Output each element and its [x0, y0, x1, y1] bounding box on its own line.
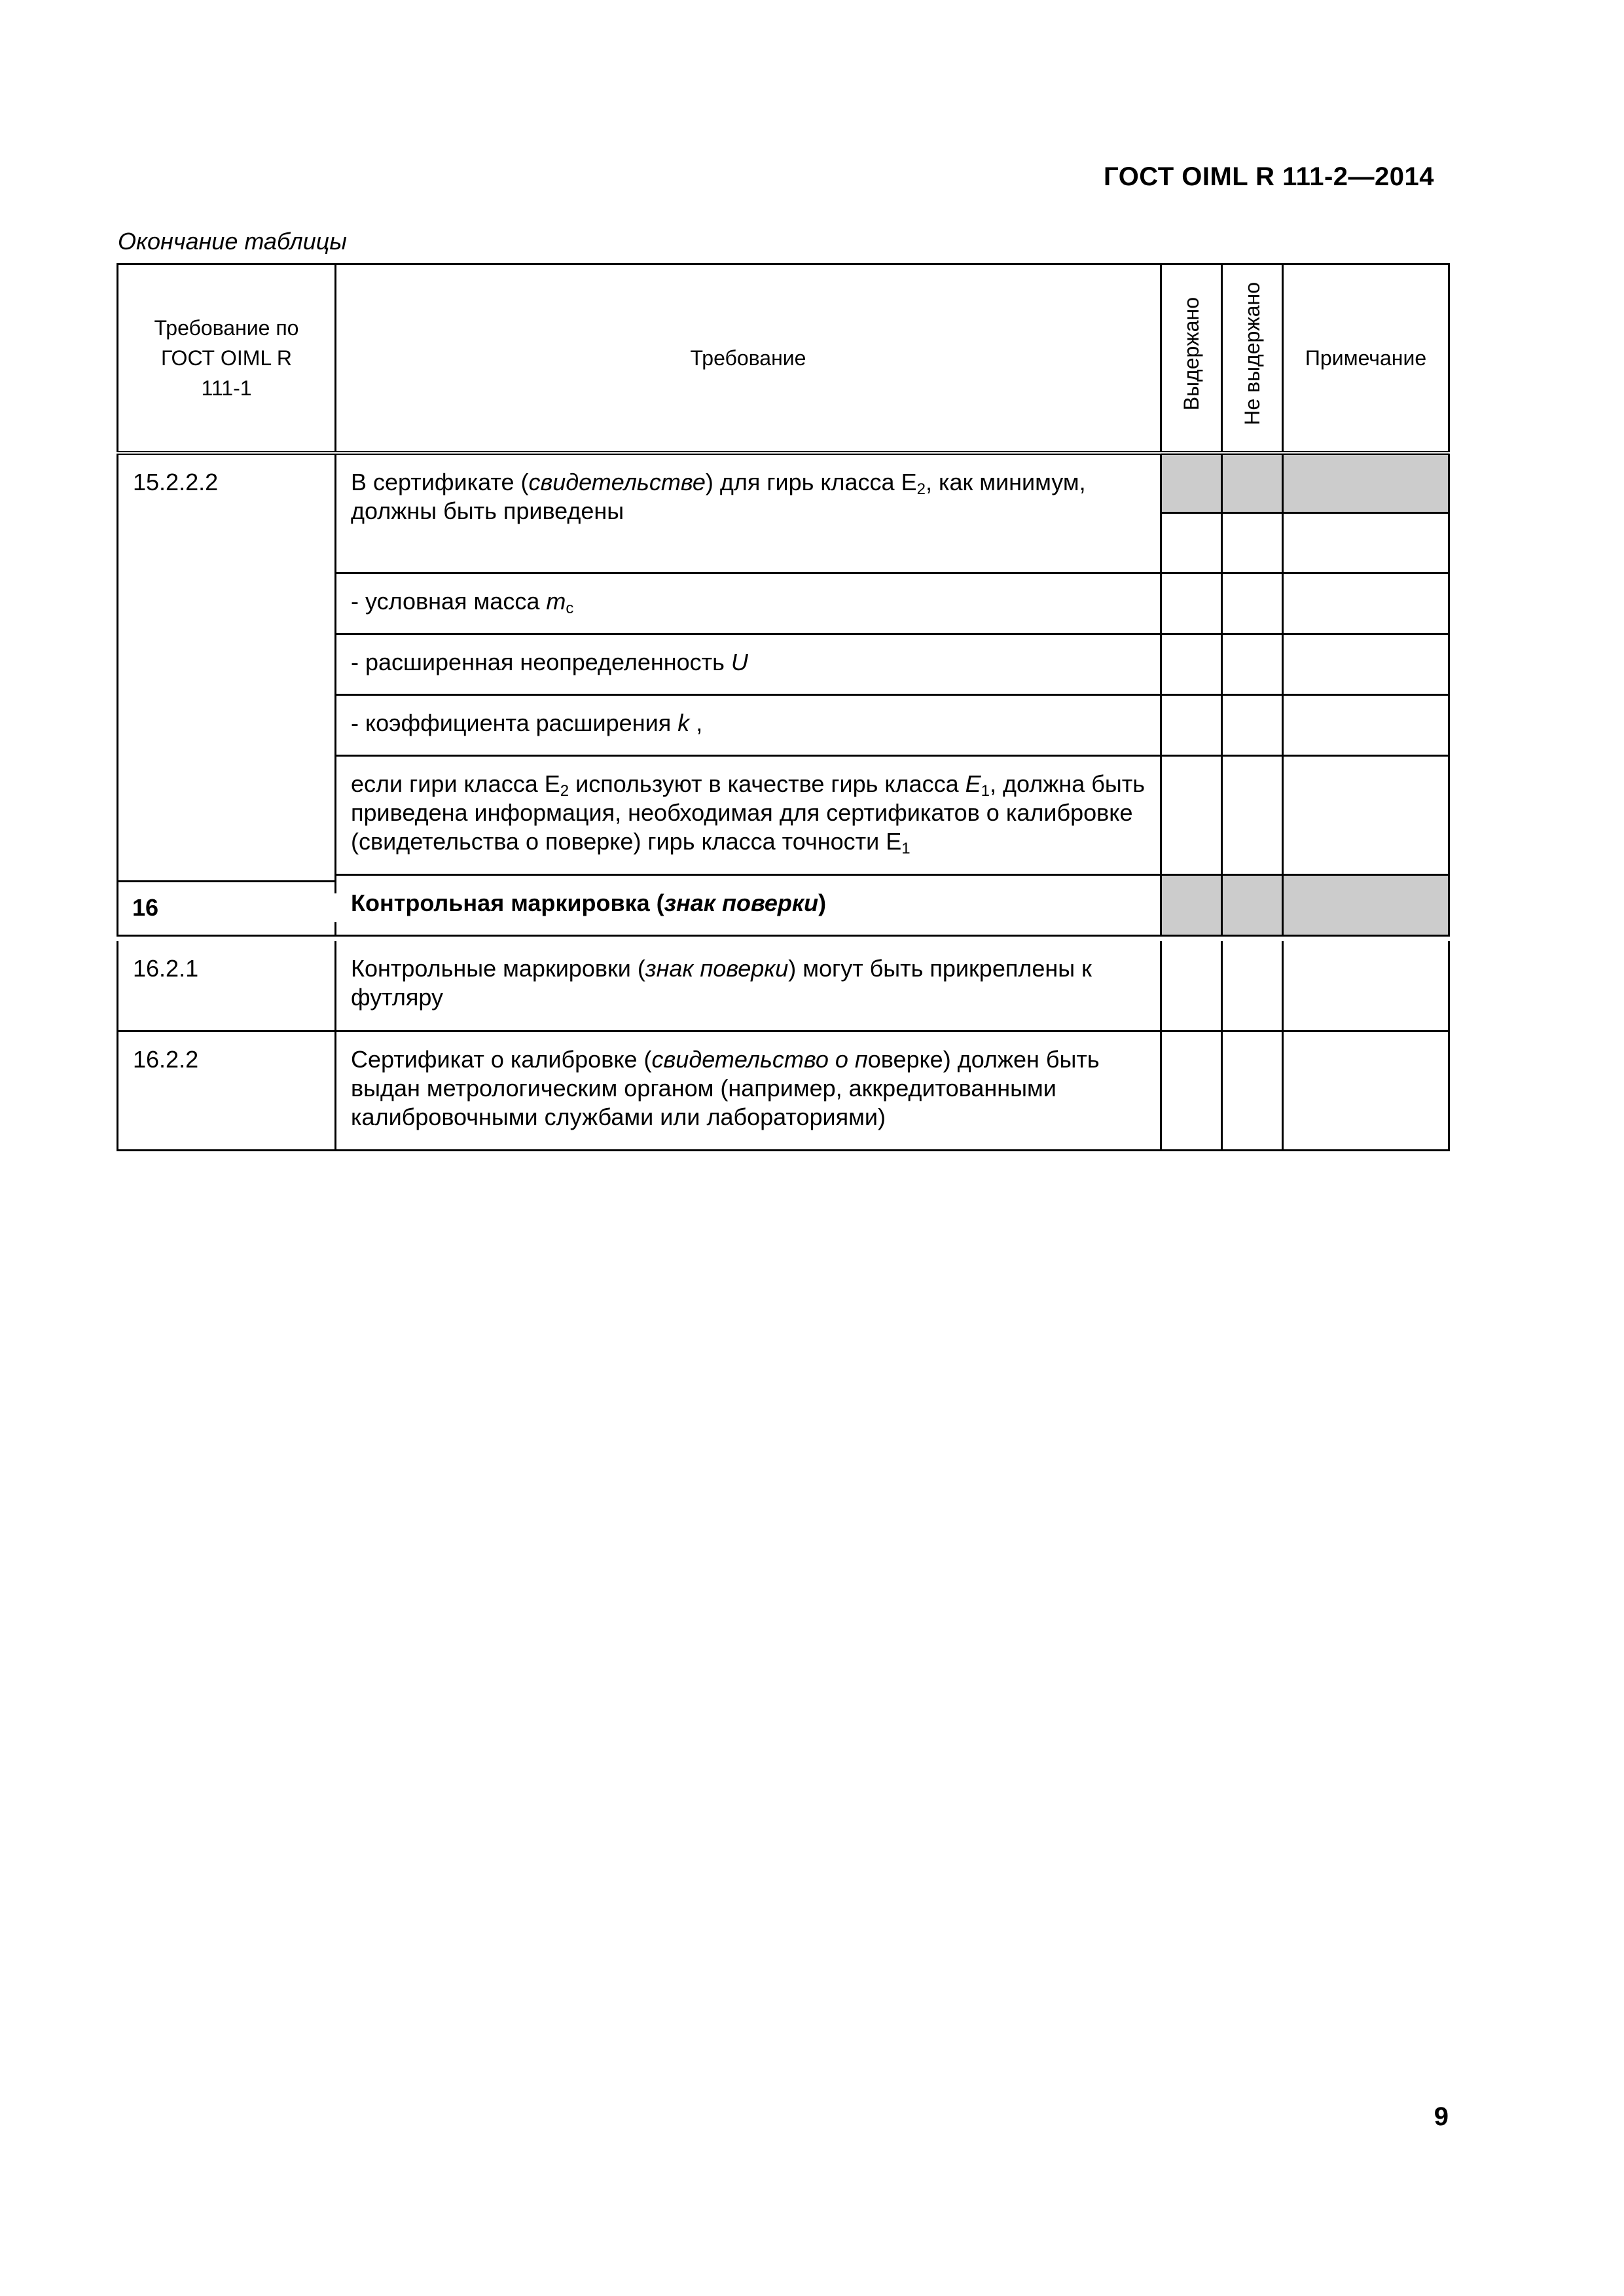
- subscript: 2: [916, 480, 926, 498]
- failed-cell: [1222, 941, 1283, 1031]
- row-ref-15-2-2-2: 15.2.2.2: [118, 453, 336, 936]
- note-cell: [1283, 513, 1449, 573]
- failed-cell: [1222, 695, 1283, 756]
- text-seg: если гири класса E: [351, 770, 560, 797]
- subscript: 1: [981, 782, 990, 800]
- row-requirement-coverage: [336, 695, 1161, 756]
- header-ref-line-1: Требование по: [154, 315, 299, 340]
- subscript: 1: [901, 840, 911, 857]
- passed-cell: [1161, 573, 1222, 634]
- text-seg: ): [818, 889, 827, 916]
- note-cell-shaded: [1283, 453, 1449, 513]
- header-ref-line-2: ГОСТ OIML R: [161, 346, 292, 370]
- text-seg-italic: свидетельство о п: [651, 1045, 868, 1073]
- subscript: 2: [560, 782, 569, 800]
- text-seg: ,: [689, 709, 703, 736]
- header-failed-label: Не выдержано: [1240, 282, 1264, 426]
- row-requirement-marking-case: [336, 941, 1161, 1031]
- text-seg-italic: E: [965, 770, 981, 797]
- table-row: [118, 941, 1449, 1031]
- text-seg-italic: знак поверки: [664, 889, 819, 916]
- header-ref-line-3: 111-1: [201, 376, 252, 400]
- passed-cell: [1161, 756, 1222, 875]
- text-seg-italic: свидетельстве: [528, 468, 706, 495]
- row-requirement-control-marking: [336, 875, 1161, 936]
- row-16-top-border: [117, 880, 336, 882]
- header-requirement: Требование: [336, 264, 1161, 453]
- failed-cell-shaded: [1222, 875, 1283, 936]
- note-cell: [1283, 634, 1449, 695]
- table-header-row: [118, 264, 1449, 453]
- note-cell: [1283, 756, 1449, 875]
- text-seg: - условная масса: [351, 588, 547, 615]
- header-failed: [1222, 264, 1283, 453]
- text-seg: оверке) должен быть выдан метрологическим органом (например, аккредитованными калибровочными службами или лабораториями): [351, 1045, 1100, 1130]
- failed-cell: [1222, 1031, 1283, 1150]
- passed-cell: [1161, 941, 1222, 1031]
- text-seg-italic: знак поверки: [645, 955, 789, 982]
- text-seg-italic: k: [677, 709, 690, 736]
- table-row: [118, 453, 1449, 513]
- document-code: ГОСТ OIML R 111-2—2014: [1104, 162, 1434, 191]
- row-requirement-certificate: [336, 453, 1161, 573]
- row-ref-16-2-2: 16.2.2: [118, 1031, 336, 1150]
- text-seg: Контрольные маркировки (: [351, 955, 645, 982]
- text-seg: В сертификате (: [351, 468, 529, 495]
- header-ref: [118, 264, 336, 453]
- failed-cell: [1222, 573, 1283, 634]
- passed-cell: [1161, 513, 1222, 573]
- row-requirement-class-e2-as-e1: [336, 756, 1161, 875]
- note-cell: [1283, 695, 1449, 756]
- passed-cell-shaded: [1161, 453, 1222, 513]
- passed-cell: [1161, 634, 1222, 695]
- row-requirement-mass: [336, 573, 1161, 634]
- subscript: c: [566, 600, 574, 617]
- passed-cell-shaded: [1161, 875, 1222, 936]
- text-seg: - расширенная неопределенность: [351, 649, 731, 675]
- text-seg: Сертификат о калибровке (: [351, 1045, 652, 1073]
- table-caption: Окончание таблицы: [118, 228, 347, 255]
- row-ref-16-2-1: 16.2.1: [118, 941, 336, 1031]
- text-seg: , как минимум, должны быть приведены: [351, 468, 1086, 524]
- text-seg: - коэффициента расширения: [351, 709, 678, 736]
- header-passed: [1161, 264, 1222, 453]
- text-seg-italic: m: [546, 588, 566, 615]
- requirements-table-continued: [117, 941, 1450, 1151]
- requirements-table: [117, 263, 1450, 937]
- passed-cell: [1161, 695, 1222, 756]
- text-seg: ) для гирь класса E: [705, 468, 917, 495]
- page-number: 9: [1434, 2102, 1449, 2131]
- table-row: [118, 1031, 1449, 1150]
- text-seg: используют в качестве гирь класса: [569, 770, 965, 797]
- failed-cell-shaded: [1222, 453, 1283, 513]
- note-cell: [1283, 941, 1449, 1031]
- header-passed-label: Выдержано: [1180, 297, 1203, 411]
- note-cell: [1283, 1031, 1449, 1150]
- failed-cell: [1222, 513, 1283, 573]
- row-ref-16: 16: [132, 893, 342, 922]
- text-seg: Контрольная маркировка (: [351, 889, 664, 916]
- note-cell-shaded: [1283, 875, 1449, 936]
- passed-cell: [1161, 1031, 1222, 1150]
- text-seg: ) могут быть прикреплены к футляру: [351, 955, 1092, 1011]
- text-seg: , должна быть приведена информация, необходимая для сертификатов о калибровке (свидетельства о поверке) гирь класса точности E: [351, 770, 1145, 855]
- note-cell: [1283, 573, 1449, 634]
- failed-cell: [1222, 634, 1283, 695]
- row-requirement-certificate-issued: [336, 1031, 1161, 1150]
- text-seg-italic: U: [731, 649, 748, 675]
- header-note: Примечание: [1283, 264, 1449, 453]
- failed-cell: [1222, 756, 1283, 875]
- row-requirement-uncertainty: [336, 634, 1161, 695]
